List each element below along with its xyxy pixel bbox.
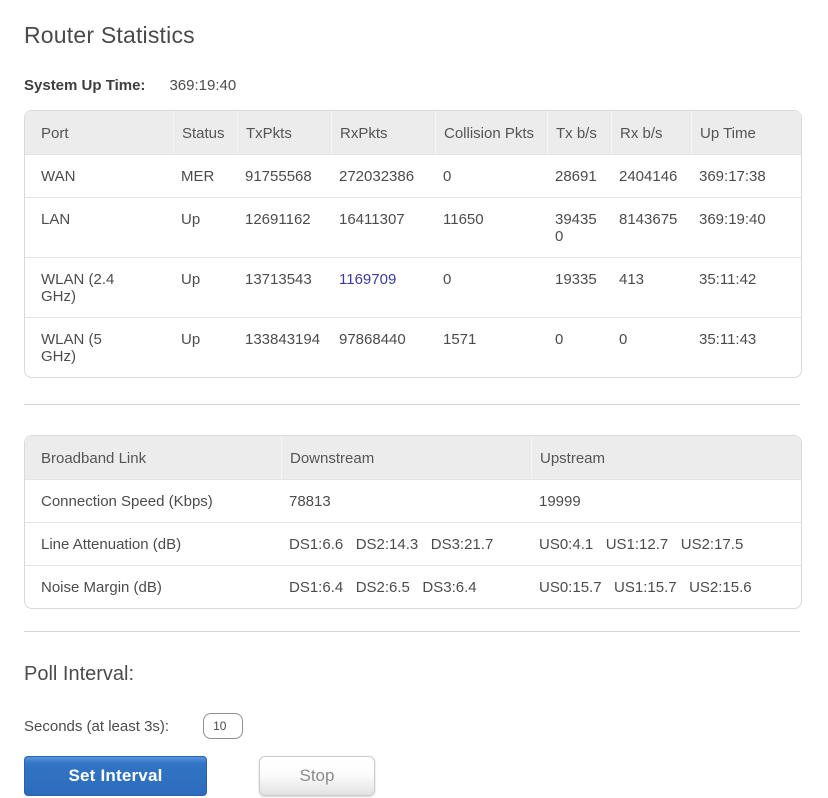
table-cell: 2404146 xyxy=(611,154,691,197)
table-row xyxy=(25,565,801,608)
table-cell: 0 xyxy=(547,317,611,377)
table-cell: 16411307 xyxy=(331,197,435,257)
table-row xyxy=(25,317,801,377)
table-cell: 413 xyxy=(611,257,691,317)
table-cell: 78813 xyxy=(281,479,531,522)
table-cell: LAN xyxy=(25,197,173,257)
port-statistics-table xyxy=(24,110,802,378)
table-cell: 91755568 xyxy=(237,154,331,197)
column-header: Downstream xyxy=(281,436,531,479)
column-header: Broadband Link xyxy=(25,436,281,479)
table-cell: 369:17:38 xyxy=(691,154,801,197)
table-cell: 28691 xyxy=(547,154,611,197)
page-title: Router Statistics xyxy=(24,22,195,48)
table-cell: 35:11:42 xyxy=(691,257,801,317)
column-header: Rx b/s xyxy=(611,111,691,154)
table-cell: Up xyxy=(173,197,237,257)
poll-seconds-label: Seconds (at least 3s): xyxy=(24,717,170,735)
table-row xyxy=(25,197,801,257)
table-cell: US0:15.7 US1:15.7 US2:15.6 xyxy=(531,565,801,608)
table-cell: Line Attenuation (dB) xyxy=(25,522,281,565)
poll-seconds-input[interactable] xyxy=(203,713,243,739)
column-header: Up Time xyxy=(691,111,801,154)
table-cell: 11650 xyxy=(435,197,547,257)
poll-interval-heading: Poll Interval: xyxy=(24,663,135,685)
column-header: Collision Pkts xyxy=(435,111,547,154)
broadband-link-table xyxy=(24,435,802,609)
section-divider xyxy=(24,404,800,405)
column-header: Tx b/s xyxy=(547,111,611,154)
table-cell: Up xyxy=(173,317,237,377)
system-up-time-value: 369:19:40 xyxy=(169,77,237,94)
table-cell: US0:4.1 US1:12.7 US2:17.5 xyxy=(531,522,801,565)
table-cell: Connection Speed (Kbps) xyxy=(25,479,281,522)
table-cell: 0 xyxy=(611,317,691,377)
table-cell: 97868440 xyxy=(331,317,435,377)
column-header: Upstream xyxy=(531,436,801,479)
table-cell: Up xyxy=(173,257,237,317)
table-cell: WLAN (2.4 GHz) xyxy=(25,257,173,317)
table-cell: 133843194 xyxy=(237,317,331,377)
table-cell: 369:19:40 xyxy=(691,197,801,257)
table-cell: DS1:6.6 DS2:14.3 DS3:21.7 xyxy=(281,522,531,565)
column-header: TxPkts xyxy=(237,111,331,154)
table-cell: 19999 xyxy=(531,479,801,522)
system-up-time-label: System Up Time: xyxy=(24,77,146,94)
stop-button[interactable]: Stop xyxy=(259,756,375,796)
header-row xyxy=(25,111,801,154)
table-cell: 8143675 xyxy=(611,197,691,257)
table-cell: 394350 xyxy=(547,197,611,257)
table-cell: 1571 xyxy=(435,317,547,377)
table-cell: MER xyxy=(173,154,237,197)
set-interval-button[interactable]: Set Interval xyxy=(24,756,207,796)
table-cell: 0 xyxy=(435,154,547,197)
table-cell: 35:11:43 xyxy=(691,317,801,377)
table-cell: 0 xyxy=(435,257,547,317)
table-row xyxy=(25,522,801,565)
rxpkts-link[interactable]: 1169709 xyxy=(331,257,435,317)
column-header: Port xyxy=(25,111,173,154)
table-row xyxy=(25,154,801,197)
table-cell: WAN xyxy=(25,154,173,197)
section-divider xyxy=(24,631,800,632)
table-cell: DS1:6.4 DS2:6.5 DS3:6.4 xyxy=(281,565,531,608)
poll-buttons-row xyxy=(24,756,804,796)
table-cell: Noise Margin (dB) xyxy=(25,565,281,608)
table-row xyxy=(25,257,801,317)
table-cell: 19335 xyxy=(547,257,611,317)
system-up-time-row xyxy=(24,77,804,94)
column-header: Status xyxy=(173,111,237,154)
column-header: RxPkts xyxy=(331,111,435,154)
table-cell: 12691162 xyxy=(237,197,331,257)
table-cell: 13713543 xyxy=(237,257,331,317)
table-cell: WLAN (5 GHz) xyxy=(25,317,173,377)
table-row xyxy=(25,479,801,522)
table-cell: 272032386 xyxy=(331,154,435,197)
poll-seconds-row xyxy=(24,713,804,739)
header-row xyxy=(25,436,801,479)
